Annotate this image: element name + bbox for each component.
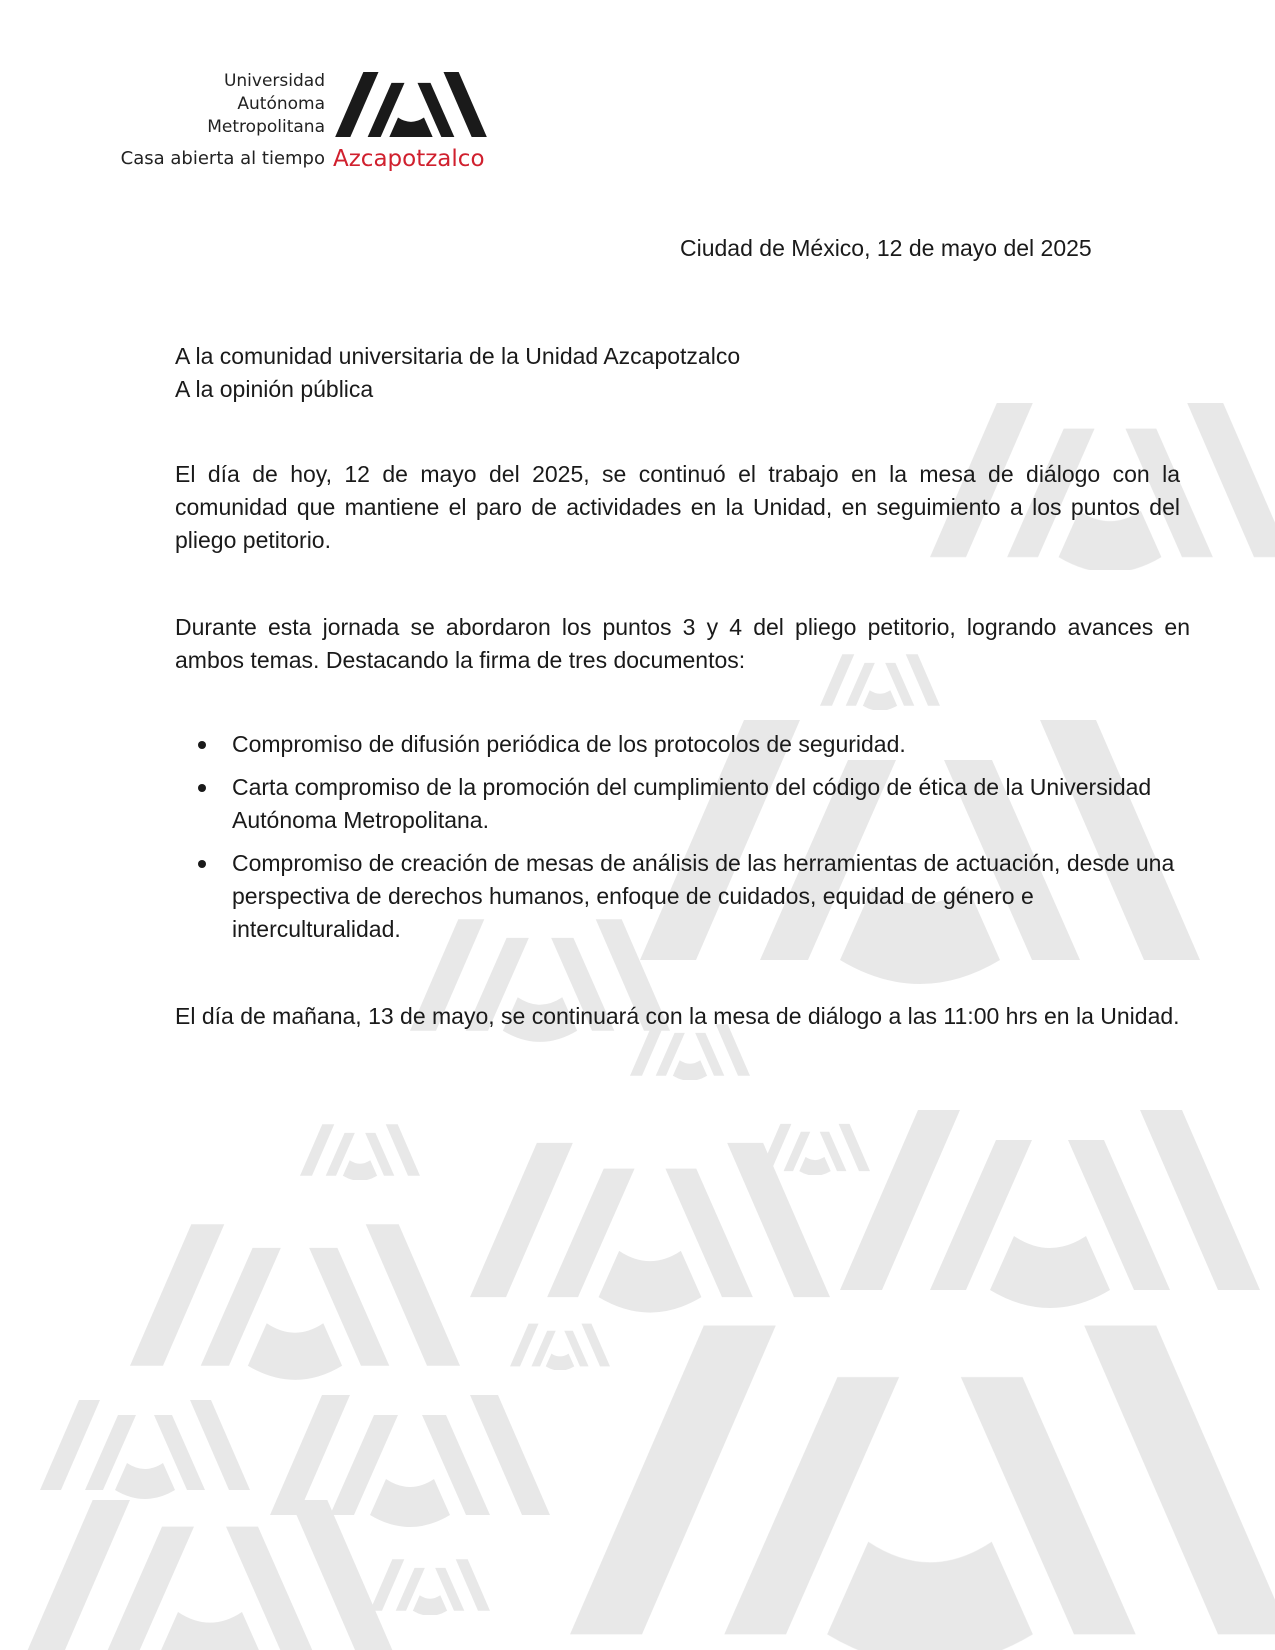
bullet-icon	[198, 784, 206, 792]
list-item-text: Carta compromiso de la promoción del cumplimiento del código de ética de la Universidad Autónoma Metropolitana.	[232, 774, 1152, 833]
recipient-line: A la comunidad universitaria de la Unidad Azcapotzalco	[175, 343, 741, 369]
institution-name	[110, 70, 325, 139]
documents-list	[175, 728, 1190, 956]
institution-line-1: Universidad	[223, 71, 325, 91]
bullet-icon	[198, 741, 206, 749]
recipient-line: A la opinión pública	[175, 376, 374, 402]
paragraph-1: El día de hoy, 12 de mayo del 2025, se continuó el trabajo en la mesa de diálogo con la comunidad que mantiene el paro de actividades en la Unidad, en seguimiento a los puntos del pliego petitorio.	[175, 461, 1180, 553]
paragraph-3: El día de mañana, 13 de mayo, se continuará con la mesa de diálogo a las 11:00 hrs en la Unidad.	[175, 1003, 1180, 1029]
paragraph-2: Durante esta jornada se abordaron los puntos 3 y 4 del pliego petitorio, logrando avances en ambos temas. Destacando la firma de tres documentos:	[175, 614, 1190, 673]
list-item-text: Compromiso de creación de mesas de análisis de las herramientas de actuación, desde una perspectiva de derechos humanos, enfoque de cuidados, equidad de género e interculturalidad.	[232, 850, 1175, 942]
date-line: Ciudad de México, 12 de mayo del 2025	[680, 235, 1092, 261]
bullet-icon	[198, 860, 206, 868]
list-item-text: Compromiso de difusión periódica de los protocolos de seguridad.	[232, 731, 906, 757]
list-item	[175, 847, 1190, 946]
list-item	[175, 771, 1190, 837]
institution-line-3: Metropolitana	[207, 117, 325, 137]
unit-name: Azcapotzalco	[333, 146, 485, 172]
institution-line-2: Autónoma	[237, 94, 325, 114]
list-item	[175, 728, 1190, 761]
recipients	[175, 340, 1190, 406]
institution-tagline: Casa abierta al tiempo	[120, 148, 325, 169]
uam-logo-icon	[335, 72, 487, 137]
